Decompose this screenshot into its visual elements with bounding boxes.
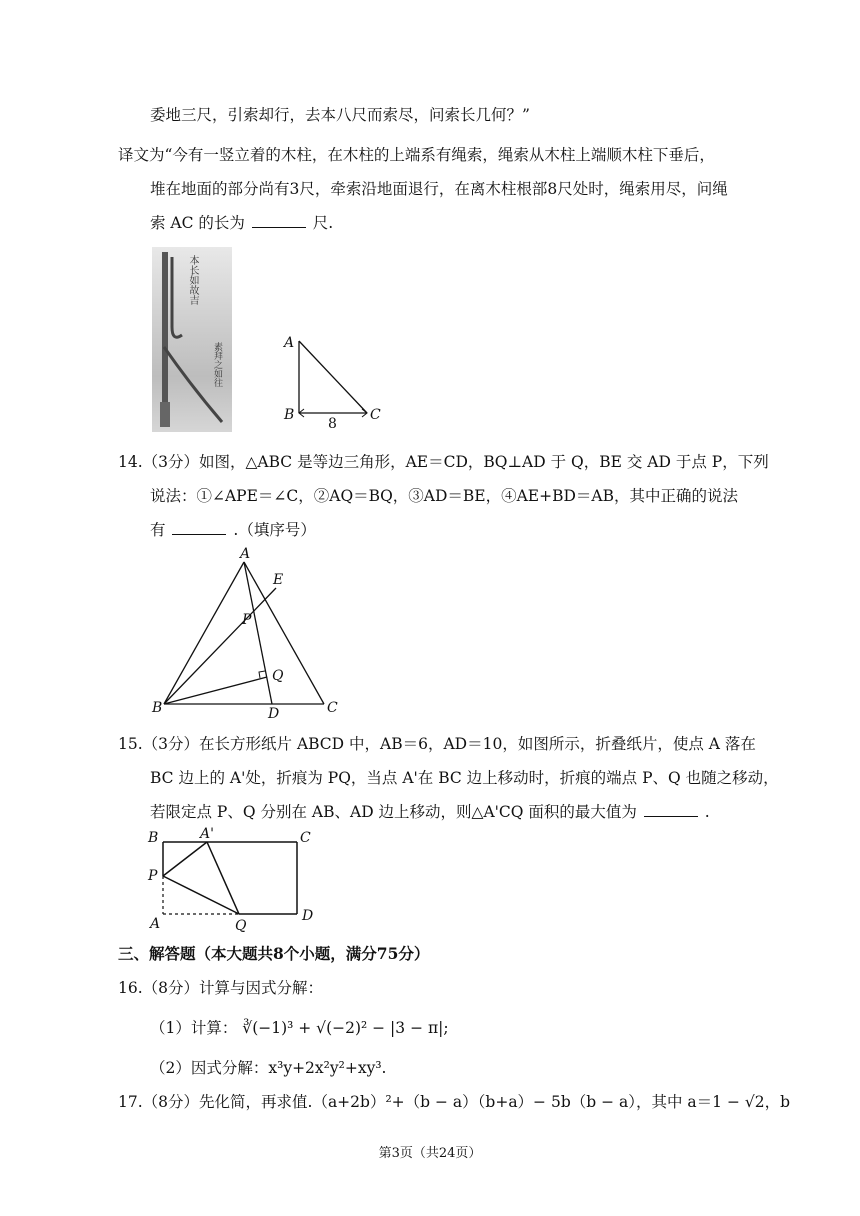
- q14-line-2: 说法：①∠APE＝∠C，②AQ＝BQ，③AD＝BE，④AE+BD＝AB，其中正确的说法: [150, 487, 738, 505]
- q14-label-A: A: [240, 546, 251, 562]
- q13-label-length: 8: [328, 416, 337, 432]
- q15-text: 若限定点 P、Q 分别在 AB、AD 边上移动，则△A'CQ 面积的最大值为: [150, 803, 637, 821]
- q16-sub1-expression: ∛(−1)³ + √(−2)² − |3 − π|;: [242, 1019, 449, 1037]
- q13-unit: 尺.: [312, 214, 334, 232]
- q13-answer-blank: [252, 213, 306, 228]
- q16-sub-1: [150, 1018, 449, 1038]
- q14-text: 有: [150, 521, 166, 539]
- q15-label-P: P: [148, 868, 158, 884]
- q13-label-B: B: [284, 407, 295, 423]
- q14-label-C: C: [327, 700, 338, 716]
- q16-sub1-label: （1）计算：: [150, 1019, 238, 1037]
- q14-label-P: P: [242, 612, 252, 628]
- q14-note: .（填序号）: [233, 521, 316, 539]
- q15-line-3: [150, 802, 710, 822]
- q14-line-1: 14.（3分）如图，△ABC 是等边三角形，AE＝CD，BQ⊥AD 于 Q，BE 交 AD 于点 P，下列: [118, 453, 769, 471]
- q14-line-3: [150, 520, 316, 540]
- q15-label-C: C: [300, 830, 311, 846]
- section-title-3: 三、解答题（本大题共8个小题，满分75分）: [118, 944, 430, 963]
- q13-label-C: C: [370, 407, 381, 423]
- q15-label-B: B: [148, 830, 159, 846]
- q16-line-1: 16.（8分）计算与因式分解：: [118, 979, 324, 997]
- q15-label-A-prime: A': [200, 826, 214, 842]
- q13-line-3: 堆在地面的部分尚有3尺，牵索沿地面退行，在离木柱根部8尺处时，绳索用尽，问绳: [150, 180, 728, 198]
- q13-triangle-figure: [280, 335, 380, 430]
- q13-label-A: A: [284, 335, 295, 351]
- q14-label-B: B: [152, 700, 163, 716]
- q14-triangle-figure: [150, 546, 350, 722]
- q13-text: 索 AC 的长为: [150, 214, 245, 232]
- q15-rectangle-figure: [145, 828, 325, 933]
- ancient-illustration-photo: [152, 247, 232, 432]
- q15-line-2: BC 边上的 A'处，折痕为 PQ，当点 A'在 BC 边上移动时，折痕的端点 P、Q 也随之移动，: [150, 769, 779, 787]
- q15-answer-blank: [644, 802, 698, 817]
- q16-sub-2: （2）因式分解：x³y+2x²y²+xy³.: [150, 1059, 387, 1077]
- q15-end: .: [704, 803, 710, 821]
- q15-label-Q: Q: [235, 918, 247, 934]
- q14-label-E: E: [273, 572, 284, 588]
- page-footer: 第3页（共24页）: [378, 1146, 482, 1161]
- photo-text-1: 本长如故吉: [187, 255, 198, 305]
- q13-line-4: [150, 213, 333, 233]
- q13-line-2: 译文为“今有一竖立着的木柱，在木柱的上端系有绳索，绳索从木柱上端顺木柱下垂后，: [118, 146, 715, 164]
- q14-label-Q: Q: [272, 668, 284, 684]
- q14-answer-blank: [172, 520, 226, 535]
- q14-label-D: D: [268, 706, 280, 722]
- q15-label-D: D: [302, 908, 314, 924]
- q13-line-1: 委地三尺，引索却行，去本八尺而索尽，问索长几何？”: [150, 106, 530, 124]
- q17-line-1: 17.（8分）先化简，再求值.（a+2b）²+（b − a）（b+a）− 5b（b − a），其中 a＝1 − √2，b: [118, 1093, 791, 1111]
- photo-text-2: 素拜之如往: [212, 342, 222, 387]
- q15-label-A: A: [150, 916, 161, 932]
- q15-line-1: 15.（3分）在长方形纸片 ABCD 中，AB＝6，AD＝10，如图所示，折叠纸片，使点 A 落在: [118, 735, 756, 753]
